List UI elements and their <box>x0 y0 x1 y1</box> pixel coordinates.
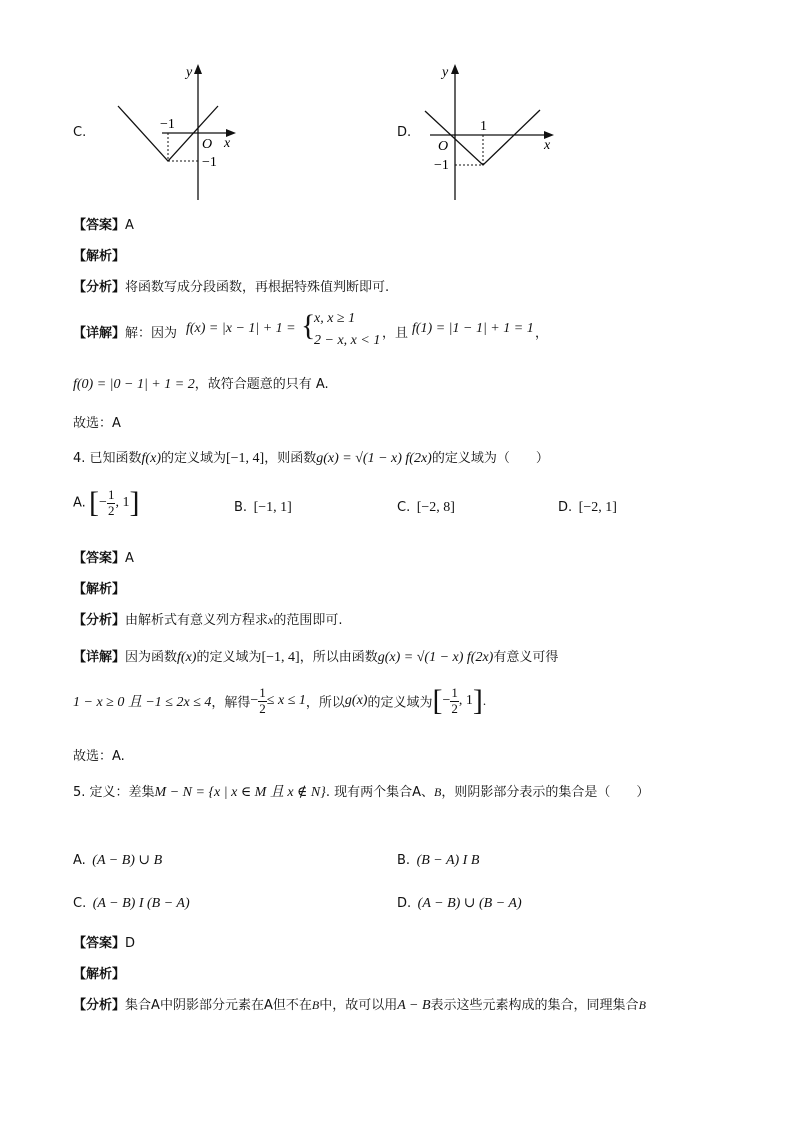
q5-option-b[interactable]: B. (B − A) I B <box>397 853 480 868</box>
answer-tag: 【答案】 <box>73 218 126 233</box>
graph-c-y-arrow <box>194 64 202 74</box>
q3-mid: ，且 <box>382 326 409 341</box>
bracket-right: ] <box>129 486 140 519</box>
q4-answer: 【答案】A <box>73 551 134 566</box>
q4-option-a[interactable]: A. [− $\frac{1}{2}$ , 1] <box>73 486 140 519</box>
q3-f1-expr: f(1) = |1 − 1| + 1 = 1 <box>412 321 534 336</box>
q3-comma: ， <box>535 326 549 341</box>
q5-option-d[interactable]: D. (A − B) ∪ (B − A) <box>397 896 522 911</box>
q5-answer: 【答案】D <box>73 936 136 951</box>
q5-option-c[interactable]: C. (A − B) I (B − A) <box>73 896 190 911</box>
graph-d-y-arrow <box>451 64 459 74</box>
option-d-label: D. <box>397 125 412 140</box>
q5-stem: 5. 定义：差集M − N = {x | x ∈ M 且 x ∉ N}. 现有两个集合A、B，则阴影部分表示的集合是（ ） <box>73 785 650 800</box>
q3-fx-expr: f(x) = |x − 1| + 1 = <box>186 321 296 336</box>
graph-d-origin: O <box>438 139 449 154</box>
q4-option-d[interactable]: D. [−2, 1] <box>558 500 617 515</box>
graph-d-tick-y: −1 <box>434 158 449 173</box>
q4-detail-line2: 1 − x ≥ 0 且 −1 ≤ 2x ≤ 4，解得− $\frac{1}{2}$ ≤ x ≤ 1，所以g(x)的定义域为[− $\frac{1}{2}$ , 1]. <box>73 684 487 717</box>
q4-analysis-tag: 【解析】 <box>73 582 126 597</box>
q4-fenxi: 【分析】由解析式有意义列方程求x的范围即可. <box>73 613 343 628</box>
q5-option-a[interactable]: A. (A − B) ∪ B <box>73 853 163 868</box>
q5-fenxi: 【分析】集合A中阴影部分元素在A但不在B中，故可以用A − B表示这些元素构成的集合，同理集合B <box>73 998 646 1013</box>
q3-choice: 故选：A <box>73 416 121 431</box>
q4-detail-line1: 【详解】因为函数f(x)的定义域为[−1, 4]，所以由函数g(x) = √(1 − x) f(2x)有意义可得 <box>73 650 559 665</box>
q4-option-b[interactable]: B. [−1, 1] <box>234 500 292 515</box>
detail-tag: 【详解】 <box>73 326 126 341</box>
option-c-label: C. <box>73 125 87 140</box>
bracket-left: [ <box>89 486 100 519</box>
q3-detail-line2: f(0) = |0 − 1| + 1 = 2，故符合题意的只有 A. <box>73 377 329 392</box>
q5-analysis-tag: 【解析】 <box>73 967 126 982</box>
graph-c-origin: O <box>202 137 213 152</box>
graph-c-x-label: x <box>224 136 231 151</box>
graph-d-y-label: y <box>442 65 449 80</box>
graph-c <box>100 58 250 204</box>
fenxi-text: 将函数写成分段函数，再根据特殊值判断即可. <box>125 280 390 295</box>
q3-detail-line1: 【详解】解：因为 <box>73 326 178 341</box>
graph-d-x-label: x <box>544 138 551 153</box>
graph-d <box>420 58 570 204</box>
q3-case1: x, x ≥ 1 <box>314 311 356 326</box>
graph-c-tick-y: −1 <box>202 155 217 170</box>
answer-value: A <box>125 218 134 233</box>
q3-case2: 2 − x, x < 1 <box>314 333 381 348</box>
graph-d-tick-x: 1 <box>480 119 487 134</box>
q4-choice: 故选：A. <box>73 749 125 764</box>
graph-c-tick-x: −1 <box>160 117 175 132</box>
q3-answer <box>73 214 134 233</box>
q3-fenxi <box>73 276 389 295</box>
q4-stem: 4. 已知函数f(x)的定义域为[−1, 4]，则函数g(x) = √(1 − x) f(2x)的定义域为（ ） <box>73 451 549 466</box>
graph-c-y-label: y <box>186 65 193 80</box>
fenxi-tag: 【分析】 <box>73 280 126 295</box>
q3-analysis-tag: 【解析】 <box>73 249 126 264</box>
q3-brace: { <box>301 309 316 342</box>
q4-option-c[interactable]: C. [−2, 8] <box>397 500 455 515</box>
